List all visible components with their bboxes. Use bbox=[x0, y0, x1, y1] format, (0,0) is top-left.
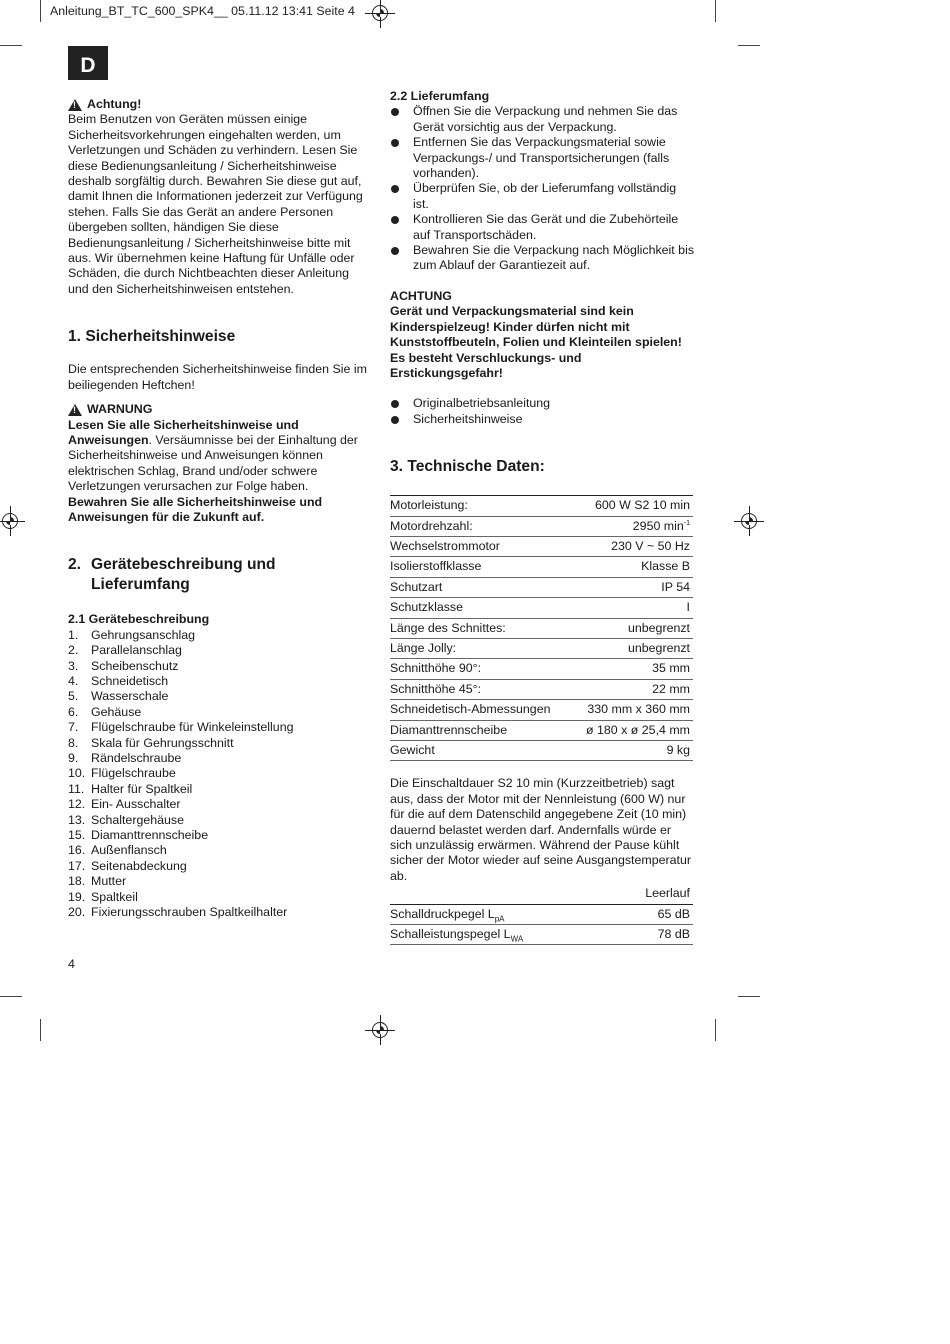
spec-row bbox=[390, 618, 693, 638]
page-number: 4 bbox=[68, 957, 75, 971]
parts-list-item bbox=[68, 766, 373, 781]
spec-value-text: ø 180 x ø 25,4 mm bbox=[586, 722, 690, 737]
warning-heading bbox=[68, 402, 373, 417]
left-column bbox=[68, 97, 373, 920]
spec-value bbox=[573, 598, 693, 618]
crop-mark bbox=[0, 45, 22, 46]
intro-text: Beim Benutzen von Geräten müssen einige Sicherheitsvorkehrungen eingehalten werden, um Verletzungen und Schäden zu verhindern. Lesen Sie diese Bedienungsanleitung / Sicherheitshinweise deshalb sorgfältig durch. Bewahren Sie diese gut auf, damit Ihnen die Informationen jederzeit zur Verfügung stehen. Falls Sie das Gerät an andere Personen übergeben sollten, händigen Sie diese Bedienungsanleitung / Sicherheitshinweise bitte mit aus. Wir übernehmen keine Haftung für Unfälle oder Schäden, die durch Nichtbeachten dieser Anleitung und den Sicherheitshinweisen entstehen. bbox=[68, 112, 363, 296]
spec-label: Länge des Schnittes: bbox=[390, 620, 506, 635]
parts-item-number: 1. bbox=[68, 627, 79, 642]
parts-list-item bbox=[68, 689, 373, 704]
parts-item-number: 17. bbox=[68, 858, 86, 873]
noise-header-empty bbox=[390, 884, 614, 904]
crop-mark bbox=[40, 0, 41, 22]
spec-value-sup: -1 bbox=[683, 519, 690, 527]
spec-value-text: 9 kg bbox=[666, 743, 690, 757]
parts-item-number: 8. bbox=[68, 735, 79, 750]
noise-label-sub: pA bbox=[494, 914, 505, 924]
bullet-icon bbox=[390, 181, 413, 212]
bullet-icon bbox=[390, 135, 413, 181]
section2-title bbox=[68, 555, 373, 595]
spec-row bbox=[390, 659, 693, 679]
delivery-step bbox=[390, 181, 695, 212]
parts-item-number: 18. bbox=[68, 874, 86, 889]
package-content-item-text: Sicherheitshinweise bbox=[413, 411, 523, 426]
parts-item-label: Schaltergehäuse bbox=[91, 812, 184, 827]
spec-label: Motorleistung: bbox=[390, 498, 468, 513]
bullet-icon bbox=[390, 243, 413, 274]
parts-list-item bbox=[68, 705, 373, 720]
parts-list bbox=[68, 628, 373, 921]
delivery-step-text: Entfernen Sie das Verpackungsmaterial sowie Verpackungs-/ und Transportsicherungen (falls vorhanden). bbox=[413, 135, 670, 181]
spec-value bbox=[573, 496, 693, 516]
noise-label bbox=[390, 925, 614, 945]
delivery-step bbox=[390, 135, 695, 181]
delivery-step-text: Kontrollieren Sie das Gerät und die Zubehörteile auf Transportschäden. bbox=[413, 212, 679, 242]
spec-value-text: 2950 min bbox=[632, 518, 684, 533]
parts-item-number: 11. bbox=[68, 781, 85, 796]
parts-item-number: 13. bbox=[68, 812, 86, 827]
delivery-step-text: Überprüfen Sie, ob der Lieferumfang vollständig ist. bbox=[413, 181, 677, 211]
section21-title: 2.1 Gerätebeschreibung bbox=[68, 612, 210, 627]
caution-heading: ACHTUNG bbox=[390, 288, 452, 303]
noise-table bbox=[390, 884, 693, 945]
warning-final: Bewahren Sie alle Sicherheitshinweise und Anweisungen für die Zukunft auf. bbox=[68, 494, 323, 524]
warning-heading-text: WARNUNG bbox=[87, 402, 153, 417]
spec-value bbox=[573, 516, 693, 536]
duty-cycle-text: Die Einschaltdauer S2 10 min (Kurzzeitbetrieb) sagt aus, dass der Motor mit der Nennleistung (600 W) nur für die auf dem Datenschild angegebene Zeit (10 min) dauernd belastet werden darf. Andernfalls würde er sich unzulässig erwärmen. Während der Pause kühlt sicher der Motor wieder auf seine Ausgangstemperatur ab. bbox=[390, 776, 691, 883]
parts-item-number: 10. bbox=[68, 766, 86, 781]
bullet-icon bbox=[390, 396, 413, 411]
parts-list-item bbox=[68, 797, 373, 812]
spec-row bbox=[390, 720, 693, 740]
noise-row bbox=[390, 925, 693, 945]
crop-mark bbox=[0, 996, 22, 997]
spec-label: Schutzklasse bbox=[390, 600, 464, 615]
package-content-item-text: Originalbetriebsanleitung bbox=[413, 396, 551, 411]
delivery-step bbox=[390, 243, 695, 274]
spec-value-text: 35 mm bbox=[652, 661, 690, 676]
spec-value bbox=[573, 659, 693, 679]
parts-list-item bbox=[68, 782, 373, 797]
bullet-icon bbox=[390, 104, 413, 135]
parts-list-item bbox=[68, 751, 373, 766]
noise-header: Leerlauf bbox=[645, 886, 690, 901]
spec-value-text: 230 V ~ 50 Hz bbox=[611, 538, 690, 553]
section2-title-line1: Gerätebeschreibung und bbox=[91, 556, 276, 574]
parts-item-number: 16. bbox=[68, 843, 86, 858]
registration-mark-icon bbox=[741, 513, 757, 529]
spec-label: Isolierstoffklasse bbox=[390, 559, 482, 574]
noise-value: 78 dB bbox=[657, 927, 690, 942]
spec-row bbox=[390, 536, 693, 556]
spec-value bbox=[573, 618, 693, 638]
parts-item-number: 20. bbox=[68, 905, 86, 920]
parts-item-label: Seitenabdeckung bbox=[91, 858, 187, 873]
spec-value bbox=[573, 679, 693, 699]
parts-item-label: Gehrungsanschlag bbox=[91, 627, 196, 642]
section3-title: 3. Technische Daten: bbox=[390, 458, 545, 476]
parts-list-item bbox=[68, 843, 373, 858]
parts-list-item bbox=[68, 874, 373, 889]
parts-item-number: 6. bbox=[68, 704, 79, 719]
spec-label: Länge Jolly: bbox=[390, 640, 457, 655]
noise-row bbox=[390, 904, 693, 924]
spec-label: Schnitthöhe 45°: bbox=[390, 681, 482, 696]
spec-row bbox=[390, 496, 693, 516]
spec-label: Diamanttrennscheibe bbox=[390, 722, 508, 737]
parts-list-item bbox=[68, 643, 373, 658]
spec-label: Schutzart bbox=[390, 579, 443, 594]
bullet-icon bbox=[390, 212, 413, 243]
parts-item-label: Spaltkeil bbox=[91, 889, 138, 904]
spec-value bbox=[573, 577, 693, 597]
parts-item-label: Halter für Spaltkeil bbox=[91, 781, 193, 796]
parts-list-item bbox=[68, 890, 373, 905]
warning-bold-text: Lesen Sie alle Sicherheitshinweise und Anweisungen bbox=[68, 417, 299, 447]
parts-item-label: Parallelanschlag bbox=[91, 643, 182, 658]
parts-item-number: 4. bbox=[68, 673, 79, 688]
package-contents-list bbox=[390, 396, 695, 427]
noise-header-row bbox=[390, 884, 693, 904]
noise-label-text: Schalldruckpegel L bbox=[390, 906, 495, 921]
parts-item-number: 2. bbox=[68, 643, 79, 658]
spec-value-text: 22 mm bbox=[652, 681, 690, 696]
noise-value: 65 dB bbox=[657, 906, 690, 921]
spec-label: Schnitthöhe 90°: bbox=[390, 661, 482, 676]
spec-value-text: Klasse B bbox=[641, 559, 690, 574]
registration-mark-icon bbox=[372, 5, 388, 21]
section2-title-num: 2. bbox=[68, 556, 82, 574]
warning-triangle-icon bbox=[68, 99, 82, 111]
noise-label bbox=[390, 904, 614, 924]
spec-value bbox=[573, 557, 693, 577]
parts-item-number: 9. bbox=[68, 751, 79, 765]
spec-row bbox=[390, 516, 693, 536]
spec-label: Motordrehzahl: bbox=[390, 518, 473, 533]
parts-item-number: 3. bbox=[68, 658, 79, 673]
parts-item-label: Ein- Ausschalter bbox=[91, 797, 181, 812]
spec-value bbox=[573, 741, 693, 761]
spec-value bbox=[573, 638, 693, 658]
parts-item-label: Fixierungsschrauben Spaltkeilhalter bbox=[91, 905, 288, 920]
parts-list-item bbox=[68, 905, 373, 920]
spec-row bbox=[390, 700, 693, 720]
section1-text: Die entsprechenden Sicherheitshinweise finden Sie im beiliegenden Heftchen! bbox=[68, 362, 367, 392]
registration-mark-icon bbox=[2, 513, 18, 529]
delivery-step-text: Öffnen Sie die Verpackung und nehmen Sie das Gerät vorsichtig aus der Verpackung. bbox=[413, 104, 678, 134]
spec-row bbox=[390, 741, 693, 761]
parts-list-item bbox=[68, 674, 373, 689]
parts-item-label: Mutter bbox=[91, 874, 127, 889]
spec-row bbox=[390, 638, 693, 658]
parts-list-item bbox=[68, 659, 373, 674]
noise-label-sub: WA bbox=[510, 934, 524, 944]
noise-label-text: Schalleistungspegel L bbox=[390, 927, 511, 942]
parts-list-item bbox=[68, 813, 373, 828]
delivery-step bbox=[390, 212, 695, 243]
parts-list-item bbox=[68, 736, 373, 751]
spec-value bbox=[573, 700, 693, 720]
delivery-steps-list bbox=[390, 104, 695, 273]
bullet-icon bbox=[390, 412, 413, 427]
crop-mark bbox=[715, 1019, 716, 1041]
parts-item-number: 19. bbox=[68, 889, 86, 904]
spec-value-text: unbegrenzt bbox=[627, 620, 690, 635]
parts-item-label: Skala für Gehrungsschnitt bbox=[91, 735, 234, 750]
section2-title-line2: Lieferumfang bbox=[91, 576, 190, 594]
spec-row bbox=[390, 598, 693, 618]
language-badge: D bbox=[68, 46, 108, 80]
spec-value-text: 600 W S2 10 min bbox=[594, 498, 690, 513]
right-column bbox=[390, 89, 695, 945]
warning-body-text: . Versäumnisse bei der Einhaltung der Sicherheitshinweise und Anweisungen können elektrischen Schlag, Brand und/oder schwere Verletzungen verursachen zur Folge haben. bbox=[68, 432, 358, 494]
intro-heading-text: Achtung! bbox=[87, 97, 142, 111]
parts-item-label: Rändelschraube bbox=[91, 751, 182, 765]
parts-list-item bbox=[68, 828, 373, 843]
package-content-item bbox=[390, 412, 695, 427]
parts-list-item bbox=[68, 859, 373, 874]
warning-triangle-icon bbox=[68, 404, 82, 416]
spec-value-text: 330 mm x 360 mm bbox=[587, 702, 690, 717]
delivery-step bbox=[390, 104, 695, 135]
spec-value bbox=[573, 536, 693, 556]
spec-value bbox=[573, 720, 693, 740]
print-header: Anleitung_BT_TC_600_SPK4__ 05.11.12 13:41 Seite 4 bbox=[50, 4, 355, 18]
spec-label: Wechselstrommotor bbox=[390, 538, 500, 553]
parts-item-label: Gehäuse bbox=[91, 704, 142, 719]
technical-data-table bbox=[390, 495, 693, 761]
spec-value-text: unbegrenzt bbox=[627, 640, 690, 655]
parts-list-item bbox=[68, 720, 373, 735]
crop-mark bbox=[738, 996, 760, 997]
parts-item-number: 12. bbox=[68, 797, 86, 812]
warning-text bbox=[68, 418, 373, 495]
parts-item-number: 5. bbox=[68, 689, 79, 704]
parts-item-number: 7. bbox=[68, 720, 79, 735]
parts-item-number: 15. bbox=[68, 828, 86, 843]
parts-item-label: Flügelschraube für Winkeleinstellung bbox=[91, 720, 294, 735]
spec-value-text: I bbox=[686, 600, 690, 615]
section22-title: 2.2 Lieferumfang bbox=[390, 89, 490, 103]
intro-heading bbox=[68, 97, 373, 112]
spec-row bbox=[390, 577, 693, 597]
spec-label: Gewicht bbox=[390, 743, 435, 757]
parts-item-label: Außenflansch bbox=[91, 843, 167, 858]
spec-value-text: IP 54 bbox=[661, 579, 690, 594]
parts-list-item bbox=[68, 628, 373, 643]
parts-item-label: Wasserschale bbox=[91, 689, 169, 704]
registration-mark-icon bbox=[372, 1022, 388, 1038]
parts-item-label: Diamanttrennscheibe bbox=[91, 828, 209, 843]
spec-row bbox=[390, 557, 693, 577]
delivery-step-text: Bewahren Sie die Verpackung nach Möglichkeit bis zum Ablauf der Garantiezeit auf. bbox=[413, 243, 695, 273]
spec-label: Schneidetisch-Abmessungen bbox=[390, 702, 551, 717]
parts-item-label: Schneidetisch bbox=[91, 673, 169, 688]
parts-item-label: Scheibenschutz bbox=[91, 658, 179, 673]
crop-mark bbox=[40, 1019, 41, 1041]
caution-text: Gerät und Verpackungsmaterial sind kein Kinderspielzeug! Kinder dürfen nicht mit Kunststoffbeuteln, Folien und Kleinteilen spielen! Es besteht Verschluckungs- und Erstickungsgefahr! bbox=[390, 304, 682, 380]
crop-mark bbox=[738, 45, 760, 46]
spec-row bbox=[390, 679, 693, 699]
crop-mark bbox=[715, 0, 716, 22]
package-content-item bbox=[390, 396, 695, 411]
parts-item-label: Flügelschraube bbox=[91, 766, 176, 781]
section1-title: 1. Sicherheitshinweise bbox=[68, 328, 236, 346]
